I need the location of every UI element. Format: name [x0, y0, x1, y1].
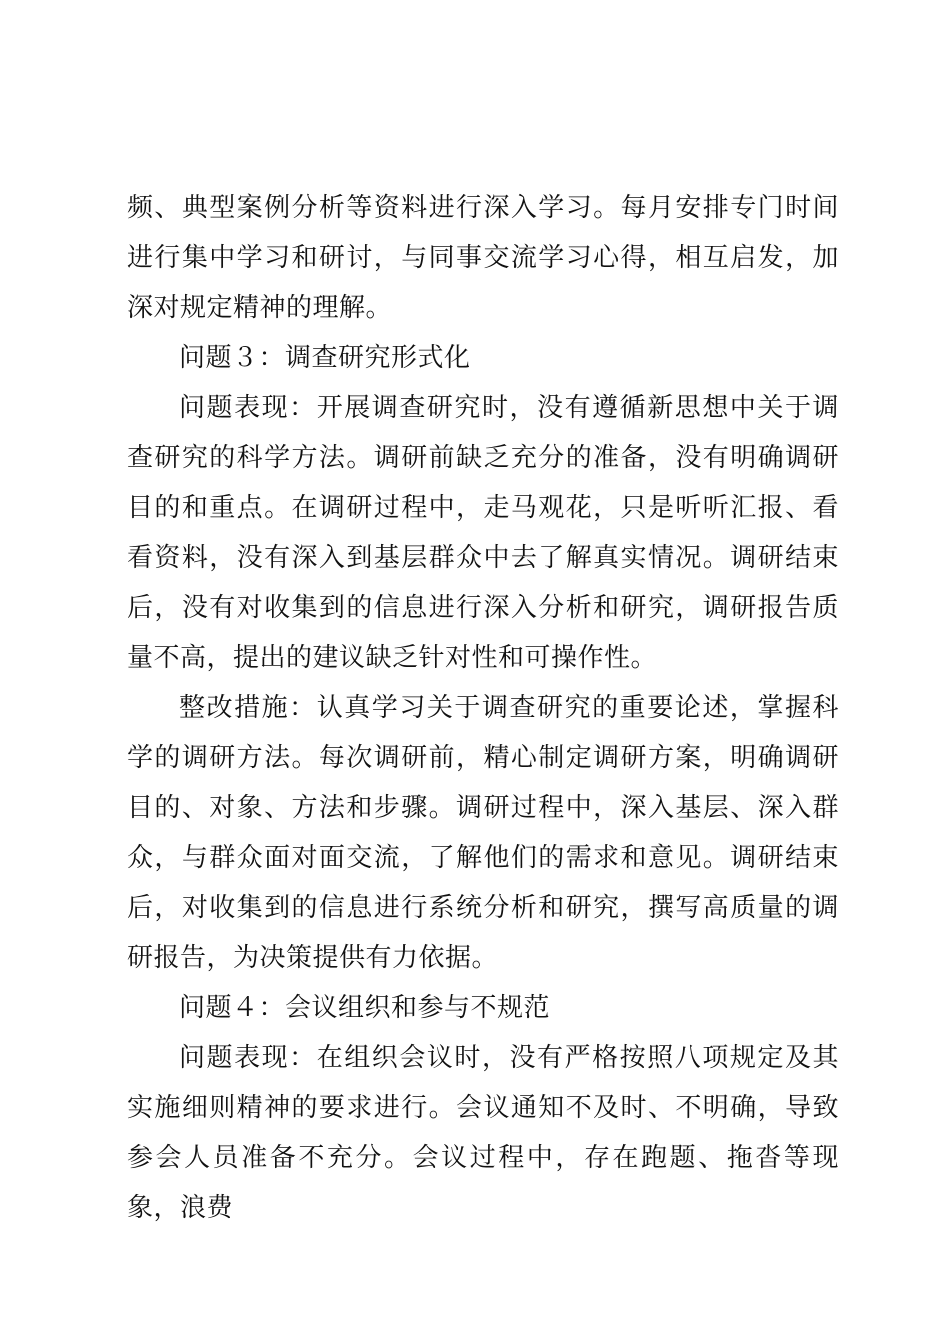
- section-heading-problem-3: 问题３：调查研究形式化: [179, 343, 471, 373]
- paragraph-continuation: 频、典型案例分析等资料进行深入学习。每月安排专门时间进行集中学习和研讨，与同事交流学习心得，相互启发，加深对规定精神的理解。: [127, 193, 839, 323]
- paragraph-problem-3-measures: 整改措施：认真学习关于调查研究的重要论述，掌握科学的调研方法。每次调研前，精心制定调研方案，明确调研目的、对象、方法和步骤。调研过程中，深入基层、深入群众，与群众面对面交流，了解他们的需求和意见。调研结束后，对收集到的信息进行系统分析和研究，撰写高质量的调研报告，为决策提供有力依据。: [127, 693, 839, 973]
- paragraph-problem-3-manifestation: 问题表现：开展调查研究时，没有遵循新思想中关于调查研究的科学方法。调研前缺乏充分的准备，没有明确调研目的和重点。在调研过程中，走马观花，只是听听汇报、看看资料，没有深入到基层群众中去了解真实情况。调研结束后，没有对收集到的信息进行深入分析和研究，调研报告质量不高，提出的建议缺乏针对性和可操作性。: [127, 393, 839, 673]
- section-heading-problem-4: 问题４：会议组织和参与不规范: [179, 993, 551, 1023]
- paragraph-problem-4-manifestation: 问题表现：在组织会议时，没有严格按照八项规定及其实施细则精神的要求进行。会议通知不及时、不明确，导致参会人员准备不充分。会议过程中，存在跑题、拖沓等现象，浪费: [127, 1043, 839, 1223]
- document-body: [127, 183, 839, 1233]
